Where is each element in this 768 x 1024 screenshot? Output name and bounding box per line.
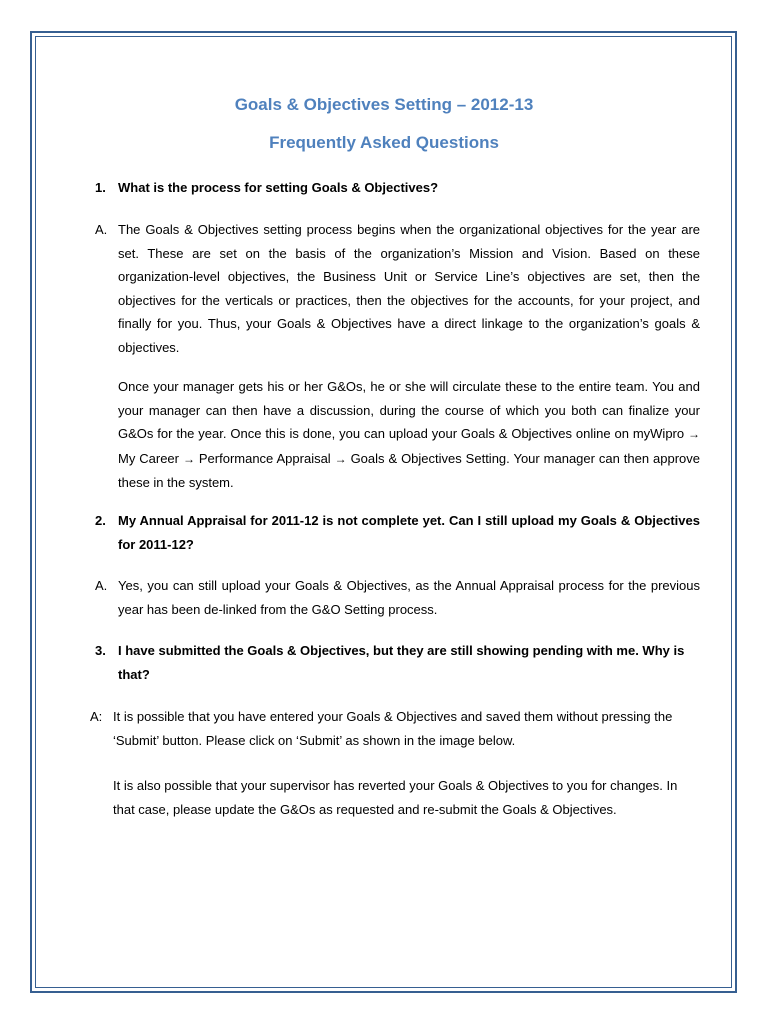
question-number: 3. [95,643,106,658]
answer-label: A. [95,222,108,237]
answer-text: Once your manager gets his or her G&Os, he or she will circulate these to the entire team. You and your manager can then have a discussion, during the course of which you both can finalize your G&Os for the year. Once this is done, you can upload your Goals & Objectives online on myWipro [118,379,700,441]
answer-paragraph: The Goals & Objectives setting process begins when the organizational objectives for the year are set. These are set on the basis of the organization’s Mission and Vision. Based on these organization-level objectives, the Business Unit or Service Line’s objectives are set, then the objectives for the verticals or practices, then the objectives for the accounts, for your project, and finally for you. Thus, your Goals & Objectives have a direct linkage to the organization’s goals & objectives. [118,222,700,355]
question-number: 2. [95,513,106,528]
arrow-icon: → [688,427,700,441]
path-step: My Career [118,450,183,466]
answer-paragraph: Yes, you can still upload your Goals & Objectives, as the Annual Appraisal process for the previous year has been de-linked from the G&O Setting process. [118,578,700,617]
answer-paragraph-2: It is also possible that your supervisor has reverted your Goals & Objectives to you for changes. In that case, please update the G&Os as requested and re-submit the Goals & Objectives. [113,778,678,817]
question-number: 1. [95,180,106,195]
answer-label: A: [90,709,103,724]
answer-paragraph-2 [118,375,700,495]
page-title: Goals & Objectives Setting – 2012-13 [234,95,534,114]
answer-paragraph: It is possible that you have entered your Goals & Objectives and saved them without pressing the ‘Submit’ button. Please click on ‘Submit’ as shown in the image below. [113,709,673,748]
page-subtitle: Frequently Asked Questions [269,133,499,152]
arrow-icon: → [182,451,195,466]
question-text: I have submitted the Goals & Objectives, but they are still showing pending with me. Why is that? [118,643,685,682]
path-step: Performance Appraisal [194,450,335,466]
arrow-icon: → [334,451,347,466]
answer-text: Goals & Objectives Setting. Your manager can then approve these in the system. [118,450,701,490]
question-text: What is the process for setting Goals & Objectives? [118,180,439,195]
answer-label: A. [95,578,108,593]
question-text: My Annual Appraisal for 2011-12 is not complete yet. Can I still upload my Goals & Objectives for 2011-12? [118,513,700,552]
